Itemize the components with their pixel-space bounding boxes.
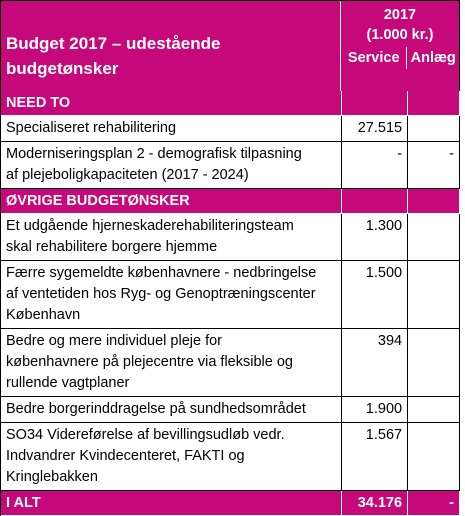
description-line: af plejeboligkapaciteten (2017 - 2024) xyxy=(6,167,249,183)
total-row xyxy=(1,491,460,516)
description-line: rullende vagtplaner xyxy=(6,375,130,391)
anlaeg-value xyxy=(408,423,460,491)
row-description xyxy=(1,397,342,423)
total-anlaeg-value: - xyxy=(408,491,460,516)
total-service-value: 34.176 xyxy=(342,491,408,516)
table-row xyxy=(1,214,460,261)
description-line: København xyxy=(6,307,81,323)
description-line: Bedre og mere individuel pleje for xyxy=(6,333,223,349)
table-row xyxy=(1,423,460,491)
table-row xyxy=(1,142,460,189)
table-row xyxy=(1,329,460,397)
anlaeg-value xyxy=(408,329,460,397)
column-header-service: Service xyxy=(341,47,407,69)
service-value: - xyxy=(342,142,408,189)
row-description xyxy=(1,329,342,397)
anlaeg-value xyxy=(408,116,460,142)
section-label: ØVRIGE BUDGETØNSKER xyxy=(1,189,342,214)
row-description xyxy=(1,116,342,142)
section-header-oevrige xyxy=(1,189,460,214)
year-heading xyxy=(341,1,459,45)
description-line: Et udgående hjerneskaderehabiliteringsteam xyxy=(6,218,294,234)
anlaeg-value xyxy=(408,261,460,329)
anlaeg-value xyxy=(408,397,460,423)
table-row xyxy=(1,261,460,329)
description-line: Bedre borgerinddragelse på sundhedsområdet xyxy=(6,401,306,417)
description-line: Kringlebakken xyxy=(6,469,98,485)
description-line: SO34 Videreførelse af bevillingsudløb vedr. xyxy=(6,427,285,443)
anlaeg-value: - xyxy=(408,142,460,189)
description-line: københavnere på plejecentre via fleksible og xyxy=(6,354,293,370)
table-row xyxy=(1,397,460,423)
year-label: 2017 xyxy=(383,7,417,23)
service-value: 394 xyxy=(342,329,408,397)
title-line-1: Budget 2017 – udestående xyxy=(6,34,221,53)
description-line: Færre sygemeldte københavnere - nedbringelse xyxy=(6,265,317,281)
anlaeg-value xyxy=(408,214,460,261)
subcolumn-headers xyxy=(341,47,459,69)
service-value: 1.900 xyxy=(342,397,408,423)
service-value: 27.515 xyxy=(342,116,408,142)
description-line: Indvandrer Kvindecenteret, FAKTI og xyxy=(6,448,245,464)
row-description xyxy=(1,142,342,189)
row-description xyxy=(1,214,342,261)
description-line: af ventetiden hos Ryg- og Genoptræningscenter xyxy=(6,286,316,302)
column-group-header xyxy=(341,1,460,91)
description-line: skal rehabilitere borgere hjemme xyxy=(6,239,218,255)
table-header xyxy=(1,1,460,91)
row-description xyxy=(1,261,342,329)
service-value: 1.300 xyxy=(342,214,408,261)
service-value: 1.500 xyxy=(342,261,408,329)
column-header-anlaeg: Anlæg xyxy=(410,50,456,66)
unit-label: (1.000 kr.) xyxy=(366,27,434,43)
total-label: I ALT xyxy=(1,491,342,516)
service-value: 1.567 xyxy=(342,423,408,491)
description-line: Specialiseret rehabilitering xyxy=(6,120,177,136)
title-line-2: budgetønsker xyxy=(6,59,119,78)
table-title xyxy=(1,1,341,91)
section-label: NEED TO xyxy=(1,91,342,116)
description-line: Moderniseringsplan 2 - demografisk tilpasning xyxy=(6,146,302,162)
section-header-need-to xyxy=(1,91,460,116)
row-description xyxy=(1,423,342,491)
table-row xyxy=(1,116,460,142)
